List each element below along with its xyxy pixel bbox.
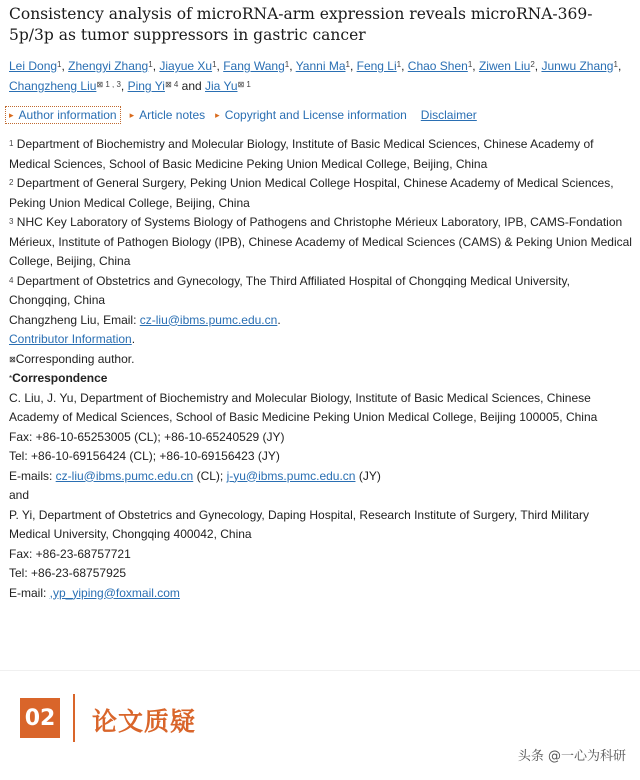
affiliation-item: [9, 213, 633, 272]
author-link[interactable]: Junwu Zhang: [541, 59, 614, 73]
contributor-information-link[interactable]: Contributor Information: [9, 332, 132, 346]
contact-email-label: Changzheng Liu, Email:: [9, 312, 140, 327]
fax-line-2: Fax: +86-23-68757721: [9, 546, 131, 561]
watermark: 头条 @一心为科研: [517, 749, 626, 764]
author-link[interactable]: Jia Yu: [205, 79, 238, 93]
author-link[interactable]: Yanni Ma: [295, 59, 346, 73]
author-affiliation-sup: ⊠ 4: [164, 80, 179, 89]
author-affiliation-sup: 1: [57, 60, 62, 69]
article-info-tabs: [9, 105, 487, 125]
correspondence-yi: P. Yi, Department of Obstetrics and Gynecology, Daping Hospital, Research Institute of Surgery, Third Military Medical University, Chongqing 400042, China: [9, 507, 590, 541]
contact-email-line: [9, 311, 633, 331]
tab-copyright-label: Copyright and License information: [224, 108, 407, 122]
emails-line: [9, 467, 633, 487]
tab-article-notes-label: Article notes: [139, 108, 206, 122]
author-affiliation-sup: ⊠ 1: [237, 80, 251, 89]
affiliation-item: [9, 272, 633, 311]
author-link[interactable]: Zhengyi Zhang: [68, 59, 149, 73]
author-affiliation-sup: 1: [212, 60, 217, 69]
tab-author-information[interactable]: [6, 107, 120, 123]
punct: .: [277, 312, 281, 327]
author-affiliation-sup: 1: [613, 60, 618, 69]
corresponding-mark: ⊠: [9, 354, 16, 364]
author-affiliation-sup: 1: [467, 60, 473, 69]
affiliation-text: Department of Biochemistry and Molecular Biology, Institute of Basic Medical Sciences, Chinese Academy of Medical Sciences, School of Basic Medicine Peking Union Medical College, Beijing, China: [9, 137, 594, 171]
author-link[interactable]: Jiayue Xu: [159, 59, 213, 73]
email-line-2: [9, 584, 633, 604]
author-link[interactable]: Changzheng Liu: [9, 79, 97, 93]
author-link[interactable]: Ziwen Liu: [478, 59, 531, 73]
tel-line-1: Tel: +86-10-69156424 (CL); +86-10-69156423 (JY): [9, 449, 280, 463]
section-number-badge: 02: [20, 698, 60, 738]
author-affiliation-sup: 1: [396, 60, 402, 69]
author-link[interactable]: Chao Shen: [407, 59, 468, 73]
tab-author-information-label: Author information: [18, 108, 117, 122]
email-link-yi[interactable]: ,yp_yiping@foxmail.com: [49, 585, 180, 600]
author-affiliation-sup: 1: [345, 60, 350, 69]
triangle-right-icon: ▸: [9, 109, 14, 120]
section-title: 论文质疑: [92, 707, 197, 736]
email-cl-tag: (CL);: [193, 468, 227, 483]
correspondence-liu-yu: C. Liu, J. Yu, Department of Biochemistry and Molecular Biology, Institute of Basic Medical Sciences, Chinese Academy of Medical Sciences, School of Basic Medicine Peking Union Medical College, Beijing 100005, China: [9, 390, 598, 424]
section-divider-bar: [73, 694, 75, 742]
email-link-liu[interactable]: cz-liu@ibms.pumc.edu.cn: [139, 312, 278, 327]
affiliation-number: 4: [9, 275, 14, 285]
corresponding-author-note: [9, 350, 633, 370]
author-affiliation-sup: 2: [530, 60, 535, 69]
author-link[interactable]: Feng Li: [356, 59, 397, 73]
affiliation-text: NHC Key Laboratory of Systems Biology of Pathogens and Christophe Mérieux Laboratory, IPB, CAMS-Fondation Mérieux, Institute of Pathogen Biology (IPB), Chinese Academy of Medical Sciences (CAMS) & Peking Union Medical College, Beijing, China: [9, 215, 632, 268]
affiliation-list: [9, 135, 633, 311]
footer-divider: [0, 670, 640, 671]
author-affiliation-sup: 1: [284, 60, 290, 69]
tel-line-2: Tel: +86-23-68757925: [9, 566, 127, 580]
disclaimer-link[interactable]: Disclaimer: [420, 108, 477, 122]
author-affiliation-sup: 1: [148, 60, 153, 69]
authors-and: and: [181, 79, 206, 93]
author-link[interactable]: Fang Wang: [223, 59, 285, 73]
correspondence-heading-text: Correspondence: [12, 371, 108, 385]
triangle-right-icon: ▸: [129, 109, 135, 120]
email-link-cl[interactable]: cz-liu@ibms.pumc.edu.cn: [55, 468, 194, 483]
affiliation-text: Department of Obstetrics and Gynecology, The Third Affiliated Hospital of Chongqing Medical University, Chongqing, China: [9, 273, 570, 307]
author-link[interactable]: Ping Yi: [127, 79, 165, 93]
author-affiliation-sup: ⊠ 1 , 3: [96, 80, 121, 89]
triangle-right-icon: ▸: [215, 109, 220, 120]
affiliation-number: 1: [9, 139, 14, 148]
corresponding-text: Corresponding author.: [15, 351, 135, 366]
article-title: Consistency analysis of microRNA-arm expression reveals microRNA-369-5p/3p as tumor suppressors in gastric cancer: [9, 5, 593, 44]
contributor-info-line: [9, 330, 633, 350]
email-link-jy[interactable]: j-yu@ibms.pumc.edu.cn: [226, 468, 356, 483]
author-link[interactable]: Lei Dong: [9, 59, 58, 73]
correspondence-heading: [9, 369, 633, 389]
tab-article-notes[interactable]: [130, 108, 206, 122]
email-jy-tag: (JY): [355, 468, 381, 483]
affiliation-item: [9, 135, 633, 174]
affiliation-number: 2: [9, 178, 14, 187]
punct: .: [131, 332, 136, 346]
fax-line-1: Fax: +86-10-65253005 (CL); +86-10-65240529 (JY): [9, 429, 285, 444]
email2-label: E-mail:: [9, 585, 50, 600]
tab-copyright[interactable]: [215, 108, 407, 122]
emails-label: E-mails:: [9, 468, 56, 483]
affiliation-text: Department of General Surgery, Peking Union Medical College Hospital, Chinese Academy of Medical Sciences, Peking Union Medical College, Beijing, China: [9, 176, 614, 210]
asterisk-mark: *: [9, 374, 13, 383]
affiliation-number: 3: [9, 217, 14, 226]
author-information-panel: [9, 135, 633, 603]
affiliation-item: [9, 174, 633, 213]
author-list: Lei Dong$^1$, Zhengyi Zhang$^1$, Jiayue Xu$^1$, Fang Wang$^1$, Yanni Ma$^1$, Feng Li$^1$, Chao Shen$^1$, Ziwen Liu$^2$, Junwu Zhang$^1$, Changzheng Liu$^{⊠ 1 , 3}$, Ping $Yi^{⊠ 4}$ and Jia $Yu^{⊠ 1}$: [9, 59, 622, 93]
and-separator: and: [9, 488, 30, 502]
